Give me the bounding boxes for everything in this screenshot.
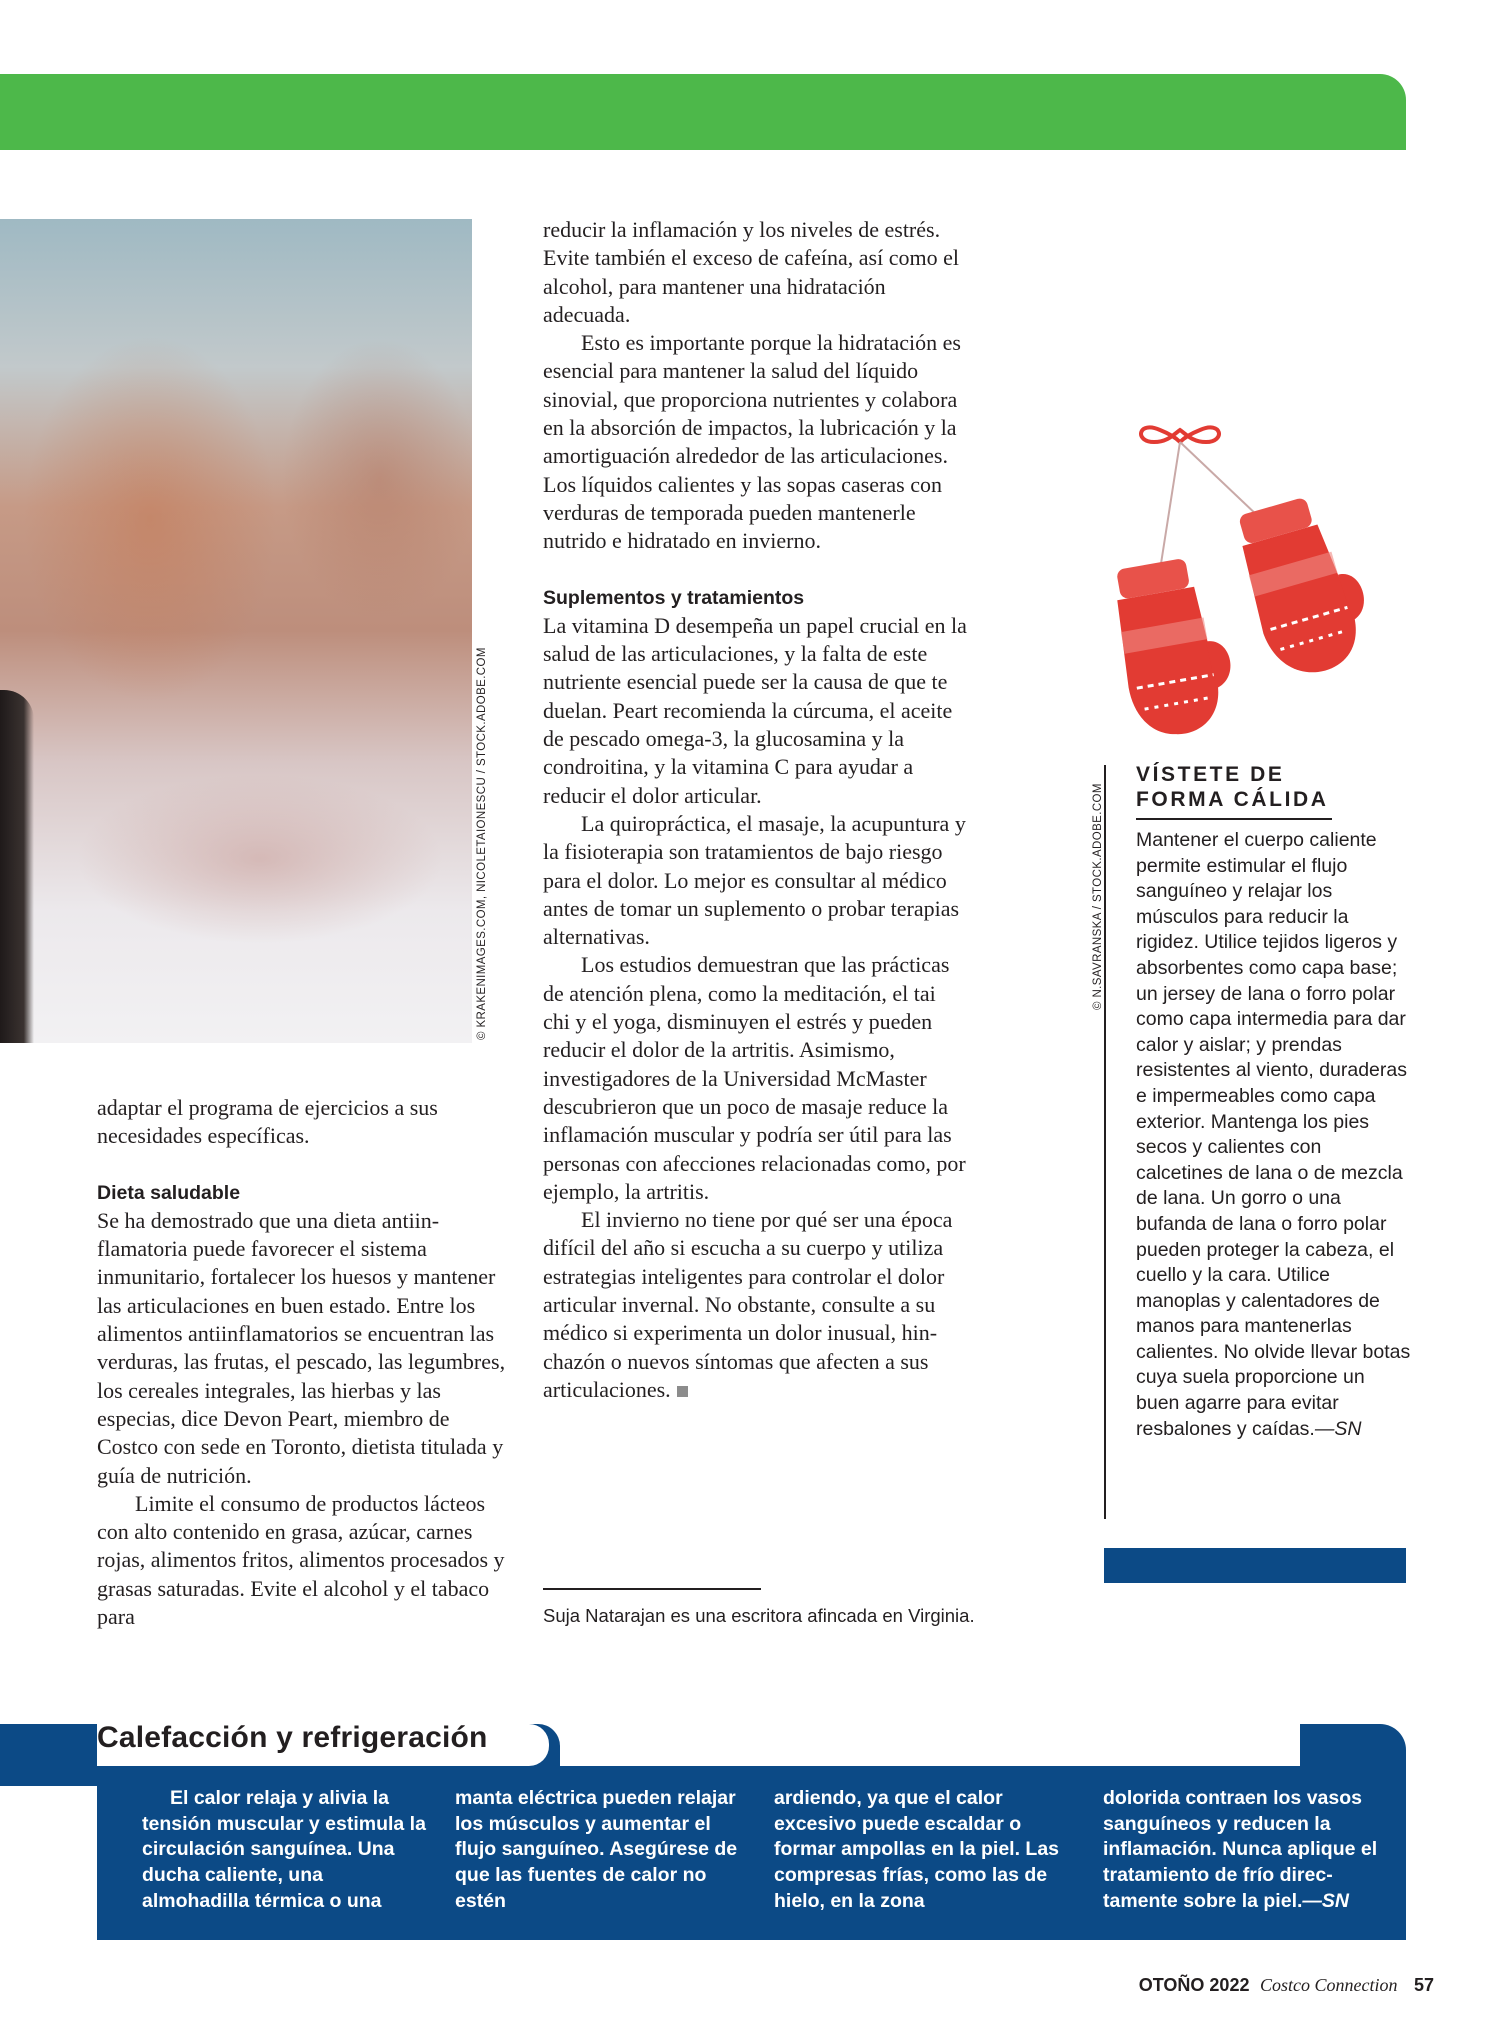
end-of-article-mark: [677, 1386, 688, 1397]
mittens-icon: [1090, 420, 1370, 750]
header-color-bar: [0, 74, 1406, 150]
info-box-title: Calefacción y refrigeración: [97, 1721, 488, 1754]
photo-credit: © KRAKENIMAGES.COM, NICOLETAIONESCU / STOCK.ADOBE.COM: [476, 647, 488, 1040]
info-box-text: manta eléctrica pueden relajar los músculos y aumentar el flujo sanguíneo. Asegúrese de que las fuentes de calor no estén: [455, 1787, 738, 1912]
illustration-credit: © N.SAVRANSKA / STOCK.ADOBE.COM: [1092, 783, 1104, 1010]
page-number: 57: [1413, 1975, 1434, 1995]
byline-divider: [543, 1588, 761, 1590]
article-paragraph: La quiropráctica, el masaje, la acupuntura y la fisioterapia son tratamientos de bajo riesgo para el dolor. Lo mejor es consultar al médico antes de tomar un suplemento o probar terapias alternativas.: [543, 810, 966, 950]
sidebar-title-line: VÍSTETE DE: [1136, 763, 1285, 786]
sidebar-title-underline: [1136, 818, 1332, 820]
section-heading-diet: Dieta saludable: [97, 1181, 241, 1204]
info-box-text: dolorida contraen los vasos sanguíneos y reducen la inflamación. Nunca aplique el tratamiento de frío directamente sobre la piel.: [1103, 1787, 1378, 1912]
article-paragraph: Esto es importante porque la hidratación es esencial para mantener la salud del líquido sinovial, que proporciona nutrientes y colabora en la absorción de impactos, la lubricación y la amortiguación alrededor de las articulaciones. Los líquidos calientes y las sopas caseras con verduras de temporada pueden mantenerle nutrido e hidratado en invierno.: [543, 330, 961, 554]
article-paragraph: Los estudios demuestran que las prácticas de atención plena, como la meditación, el tai chi y el yoga, disminuyen el estrés y pueden reducir el dolor de la artritis. Asimismo, investigadores de la Universidad McMaster descubrieron que un poco de masaje reduce la inflamación muscular y podría ser útil para las personas con afecciones relacionadas como, por ejemplo, la artritis.: [543, 952, 966, 1204]
sidebar-divider: [1104, 765, 1106, 1519]
info-box-text: El calor relaja y alivia la tensión muscular y estimula la circulación sanguínea. Una ducha caliente, una almohadilla térmica o una: [142, 1787, 426, 1912]
info-box-column: [1103, 1786, 1393, 1915]
article-paragraph: Se ha demostrado que una dieta antiinflamatoria puede favorecer el sistema inmunitario, fortalecer los huesos y mantener las articulaciones en buen estado. Entre los alimentos antiinflamatorios se encuentran las verduras, las frutas, el pescado, las legumbres, los cereales integrales, las hierbas y las especias, dice Devon Peart, miembro de Costco con sede en Toronto, dietista titulada y guía de nutrición.: [97, 1207, 506, 1488]
article-paragraph-final: [543, 1206, 967, 1404]
sidebar-title-line: FORMA CÁLIDA: [1136, 788, 1329, 811]
info-box-column: [455, 1786, 755, 1915]
article-column-left: [97, 1094, 512, 1631]
article-column-middle: [543, 216, 967, 1404]
info-box-column: [774, 1786, 1074, 1915]
author-byline: Suja Natarajan es una escritora afincada en Virginia.: [543, 1605, 975, 1626]
info-box-signature: —SN: [1302, 1889, 1349, 1912]
article-paragraph-text: El invierno no tiene por qué ser una época difícil del año si escucha a su cuerpo y utiliza estrategias inteligentes para controlar el dolor articular invernal. No obstante, consulte a su médico si experimenta un dolor inusual, hinchazón o nuevos síntomas que afecten a sus articulaciones.: [543, 1207, 953, 1402]
page-footer: [1040, 1975, 1434, 1996]
sidebar-body: [1136, 828, 1411, 1442]
article-paragraph: reducir la inflamación y los niveles de estrés. Evite también el exceso de cafeína, así como el alcohol, para mantener una hidratación adecuada.: [543, 217, 959, 327]
magazine-name: Costco Connection: [1259, 1975, 1398, 1995]
info-box-text: ardiendo, ya que el calor excesivo puede escaldar o formar ampollas en la piel. Las compresas frías, como las de hielo, en la zona: [774, 1787, 1060, 1912]
sidebar-text: Mantener el cuerpo caliente permite estimular el flujo sanguíneo y relajar los músculos para reducir la rigidez. Utilice tejidos ligeros y absorbentes como capa base; un jersey de lana o forro polar como capa intermedia para dar calor y aislar; y prendas resistentes al viento, duraderas e impermeables como capa exterior. Mantenga los pies secos y calientes con calcetines de lana o de mezcla de lana. Un gorro o una bufanda de lana o forro polar pueden proteger la cabeza, el cuello y la cara. Utilice manoplas y calentadores de manos para mantenerlas calientes. No olvide llevar botas cuya suela proporcione un buen agarre para evitar resbalones y caídas.: [1136, 829, 1411, 1440]
article-paragraph: adaptar el programa de ejercicios a sus necesidades específicas.: [97, 1095, 438, 1149]
sidebar-signature: —SN: [1314, 1417, 1362, 1440]
sidebar-title: [1136, 762, 1396, 812]
photo-subject-edge: [0, 690, 34, 1043]
winter-forest-photo: [0, 219, 472, 1043]
info-box-text-wrap: [1103, 1786, 1393, 1915]
section-heading-supplements: Suplementos y tratamientos: [543, 586, 805, 609]
info-box-column: [142, 1786, 434, 1915]
sidebar-footer-bar: [1104, 1548, 1406, 1583]
issue-season: OTOÑO 2022: [1138, 1975, 1250, 1995]
article-paragraph: Limite el consumo de productos lácteos con alto contenido en grasa, azúcar, carnes rojas, alimentos fritos, alimentos procesados y grasas saturadas. Evite el alcohol y el tabaco para: [97, 1490, 505, 1630]
article-paragraph: La vitamina D desempeña un papel crucial en la salud de las articulaciones, y la falta de este nutriente esencial puede ser la causa de que te duelan. Peart recomienda la cúrcuma, el aceite de pescado omega-3, la glucosamina y la condroitina, y la vitamina C para ayudar a reducir el dolor articular.: [543, 612, 967, 808]
